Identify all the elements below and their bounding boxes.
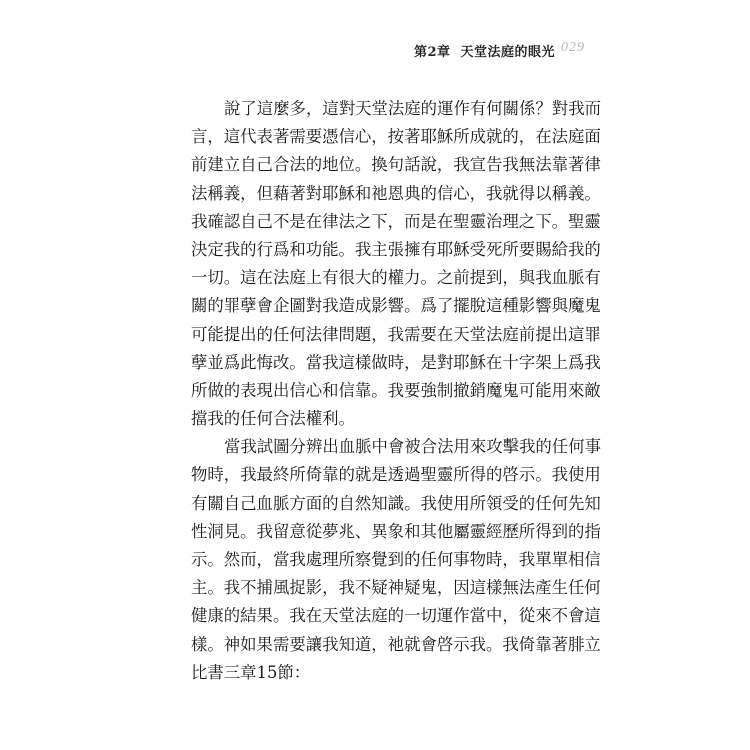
text-line: 當我試圖分辨出血脈中會被合法用來攻擊我的任何事 [224, 437, 601, 457]
body-text [191, 95, 601, 687]
text-line: 擋我的任何合法權利。 [191, 409, 355, 429]
text-line: 有關自己血脈方面的自然知識。我使用所領受的任何先知 [191, 493, 601, 513]
text-line: 性洞見。我留意從夢兆、異象和其他屬靈經歷所得到的指 [191, 521, 601, 541]
text-line: 決定我的行爲和功能。我主張擁有耶穌受死所要賜給我的 [191, 239, 601, 259]
page-number: 029 [561, 40, 585, 55]
text-line: 物時，我最終所倚靠的就是透過聖靈所得的啓示。我使用 [191, 465, 601, 485]
text-line: 示。然而，當我處理所察覺到的任何事物時，我單單相信 [191, 550, 601, 569]
text-line: 言，這代表著需要憑信心，按著耶穌所成就的，在法庭面 [191, 127, 601, 147]
text-line: 我確認自己不是在律法之下，而是在聖靈治理之下。聖靈 [191, 211, 601, 231]
text-line: 前建立自己合法的地位。換句話說，我宣告我無法靠著律 [191, 155, 601, 175]
text-line: 關的罪孽會企圖對我造成影響。爲了擺脫這種影響與魔鬼 [191, 296, 601, 316]
text-line: 說了這麼多，這對天堂法庭的運作有何關係？對我而 [224, 99, 601, 118]
text-line: 可能提出的任何法律問題，我需要在天堂法庭前提出這罪 [191, 324, 601, 344]
text-line: 法稱義，但藉著對耶穌和祂恩典的信心，我就得以稱義。 [191, 183, 601, 203]
text-line: 比書三章15節： [191, 662, 311, 682]
running-head [414, 41, 555, 60]
text-line: 一切。這在法庭上有很大的權力。之前提到，與我血脈有 [191, 268, 601, 288]
paragraph-1 [191, 95, 601, 433]
chapter-title: 天堂法庭的眼光 [460, 45, 555, 60]
text-line: 健康的結果。我在天堂法庭的一切運作當中，從來不會這 [191, 606, 601, 626]
paragraph-2 [191, 433, 601, 687]
text-line: 所做的表現出信心和信靠。我要強制撤銷魔鬼可能用來敵 [191, 380, 601, 400]
text-line: 孽並爲此悔改。當我這樣做時，是對耶穌在十字架上爲我 [191, 352, 601, 372]
text-line: 主。我不捕風捉影，我不疑神疑鬼，因這樣無法產生任何 [191, 578, 601, 598]
text-line: 樣。神如果需要讓我知道，祂就會啓示我。我倚靠著腓立 [191, 634, 601, 654]
chapter-label: 第2章 [413, 45, 451, 60]
